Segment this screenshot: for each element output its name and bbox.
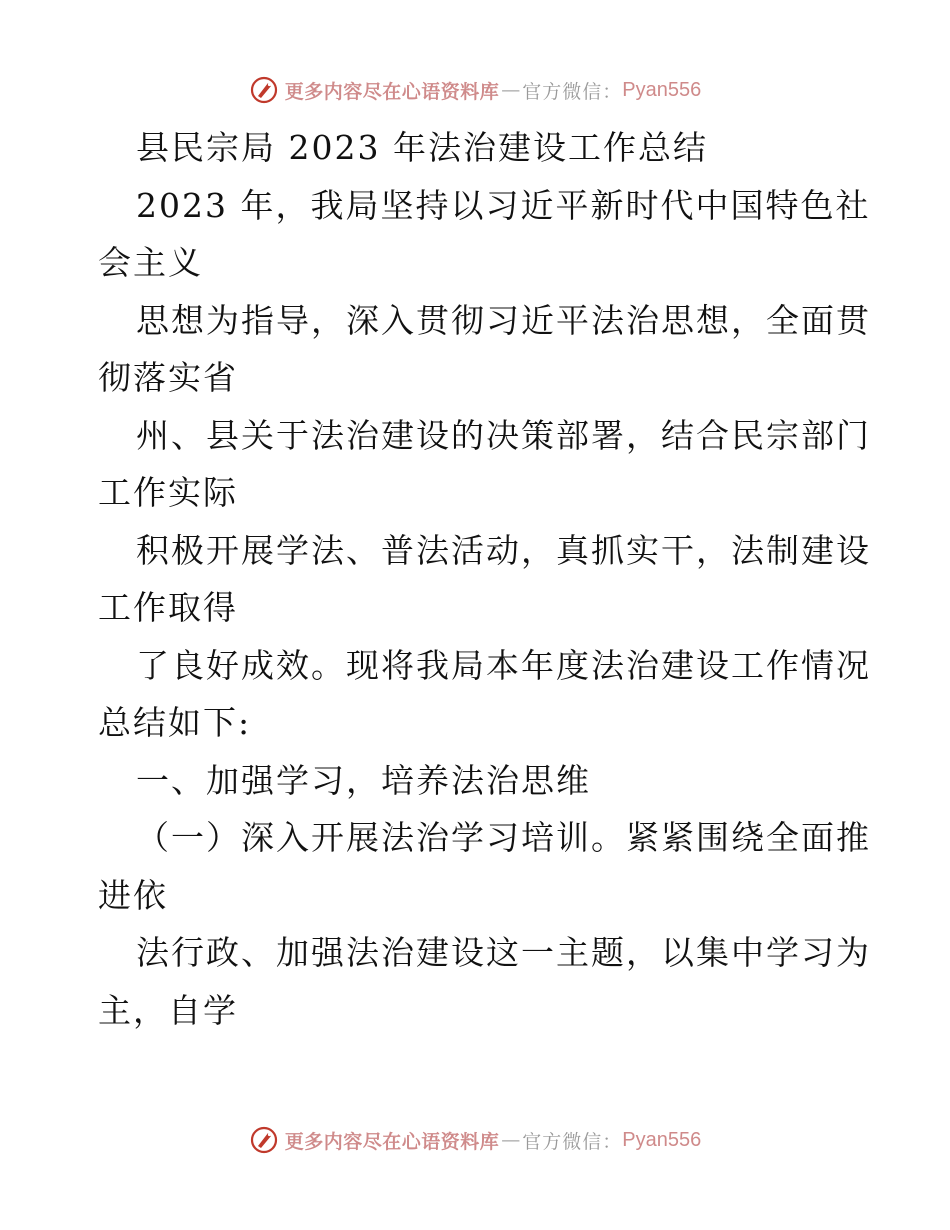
- footer-watermark: [0, 1120, 950, 1160]
- text-line: 州、县关于法治建设的决策部署，结合民宗部门: [136, 415, 871, 455]
- pen-logo-icon: [249, 1125, 279, 1155]
- watermark-text: 更多内容尽在心语资料库: [284, 80, 500, 103]
- watermark-id: Pyan556: [622, 1128, 702, 1151]
- text-line: 会主义: [98, 243, 203, 282]
- text-line: 县民宗局 2023 年法治建设工作总结: [136, 128, 708, 167]
- text-line: 工作取得: [98, 588, 238, 627]
- text-line: 彻落实省: [98, 358, 238, 397]
- text-line: 了良好成效。现将我局本年度法治建设工作情况: [136, 645, 871, 685]
- watermark-dash: —: [501, 1129, 521, 1151]
- watermark-dash: —: [501, 79, 521, 101]
- text-line: 法行政、加强法治建设这一主题，以集中学习为: [136, 933, 871, 972]
- pen-logo-icon: [249, 75, 279, 105]
- text-line: 2023 年，我局坚持以习近平新时代中国特色社: [136, 185, 871, 225]
- watermark-text: 更多内容尽在心语资料库: [284, 1130, 500, 1153]
- text-line: 积极开展学法、普法活动，真抓实干，法制建设: [136, 530, 871, 570]
- watermark-official: 官方微信：: [522, 80, 623, 103]
- text-line: （一）深入开展法治学习培训。紧紧围绕全面推: [136, 818, 871, 857]
- text-line: 工作实际: [98, 473, 238, 512]
- document-body: [98, 119, 878, 1039]
- watermark-official: 官方微信：: [522, 1130, 623, 1153]
- watermark-id: Pyan556: [622, 78, 702, 101]
- text-line: 总结如下:: [98, 703, 252, 742]
- text-line: 进依: [98, 875, 168, 915]
- text-line: 一、加强学习，培养法治思维: [136, 760, 591, 800]
- text-line: 思想为指导，深入贯彻习近平法治思想，全面贯: [136, 300, 871, 340]
- header-watermark: [0, 70, 950, 110]
- text-line: 主，自学: [98, 990, 238, 1030]
